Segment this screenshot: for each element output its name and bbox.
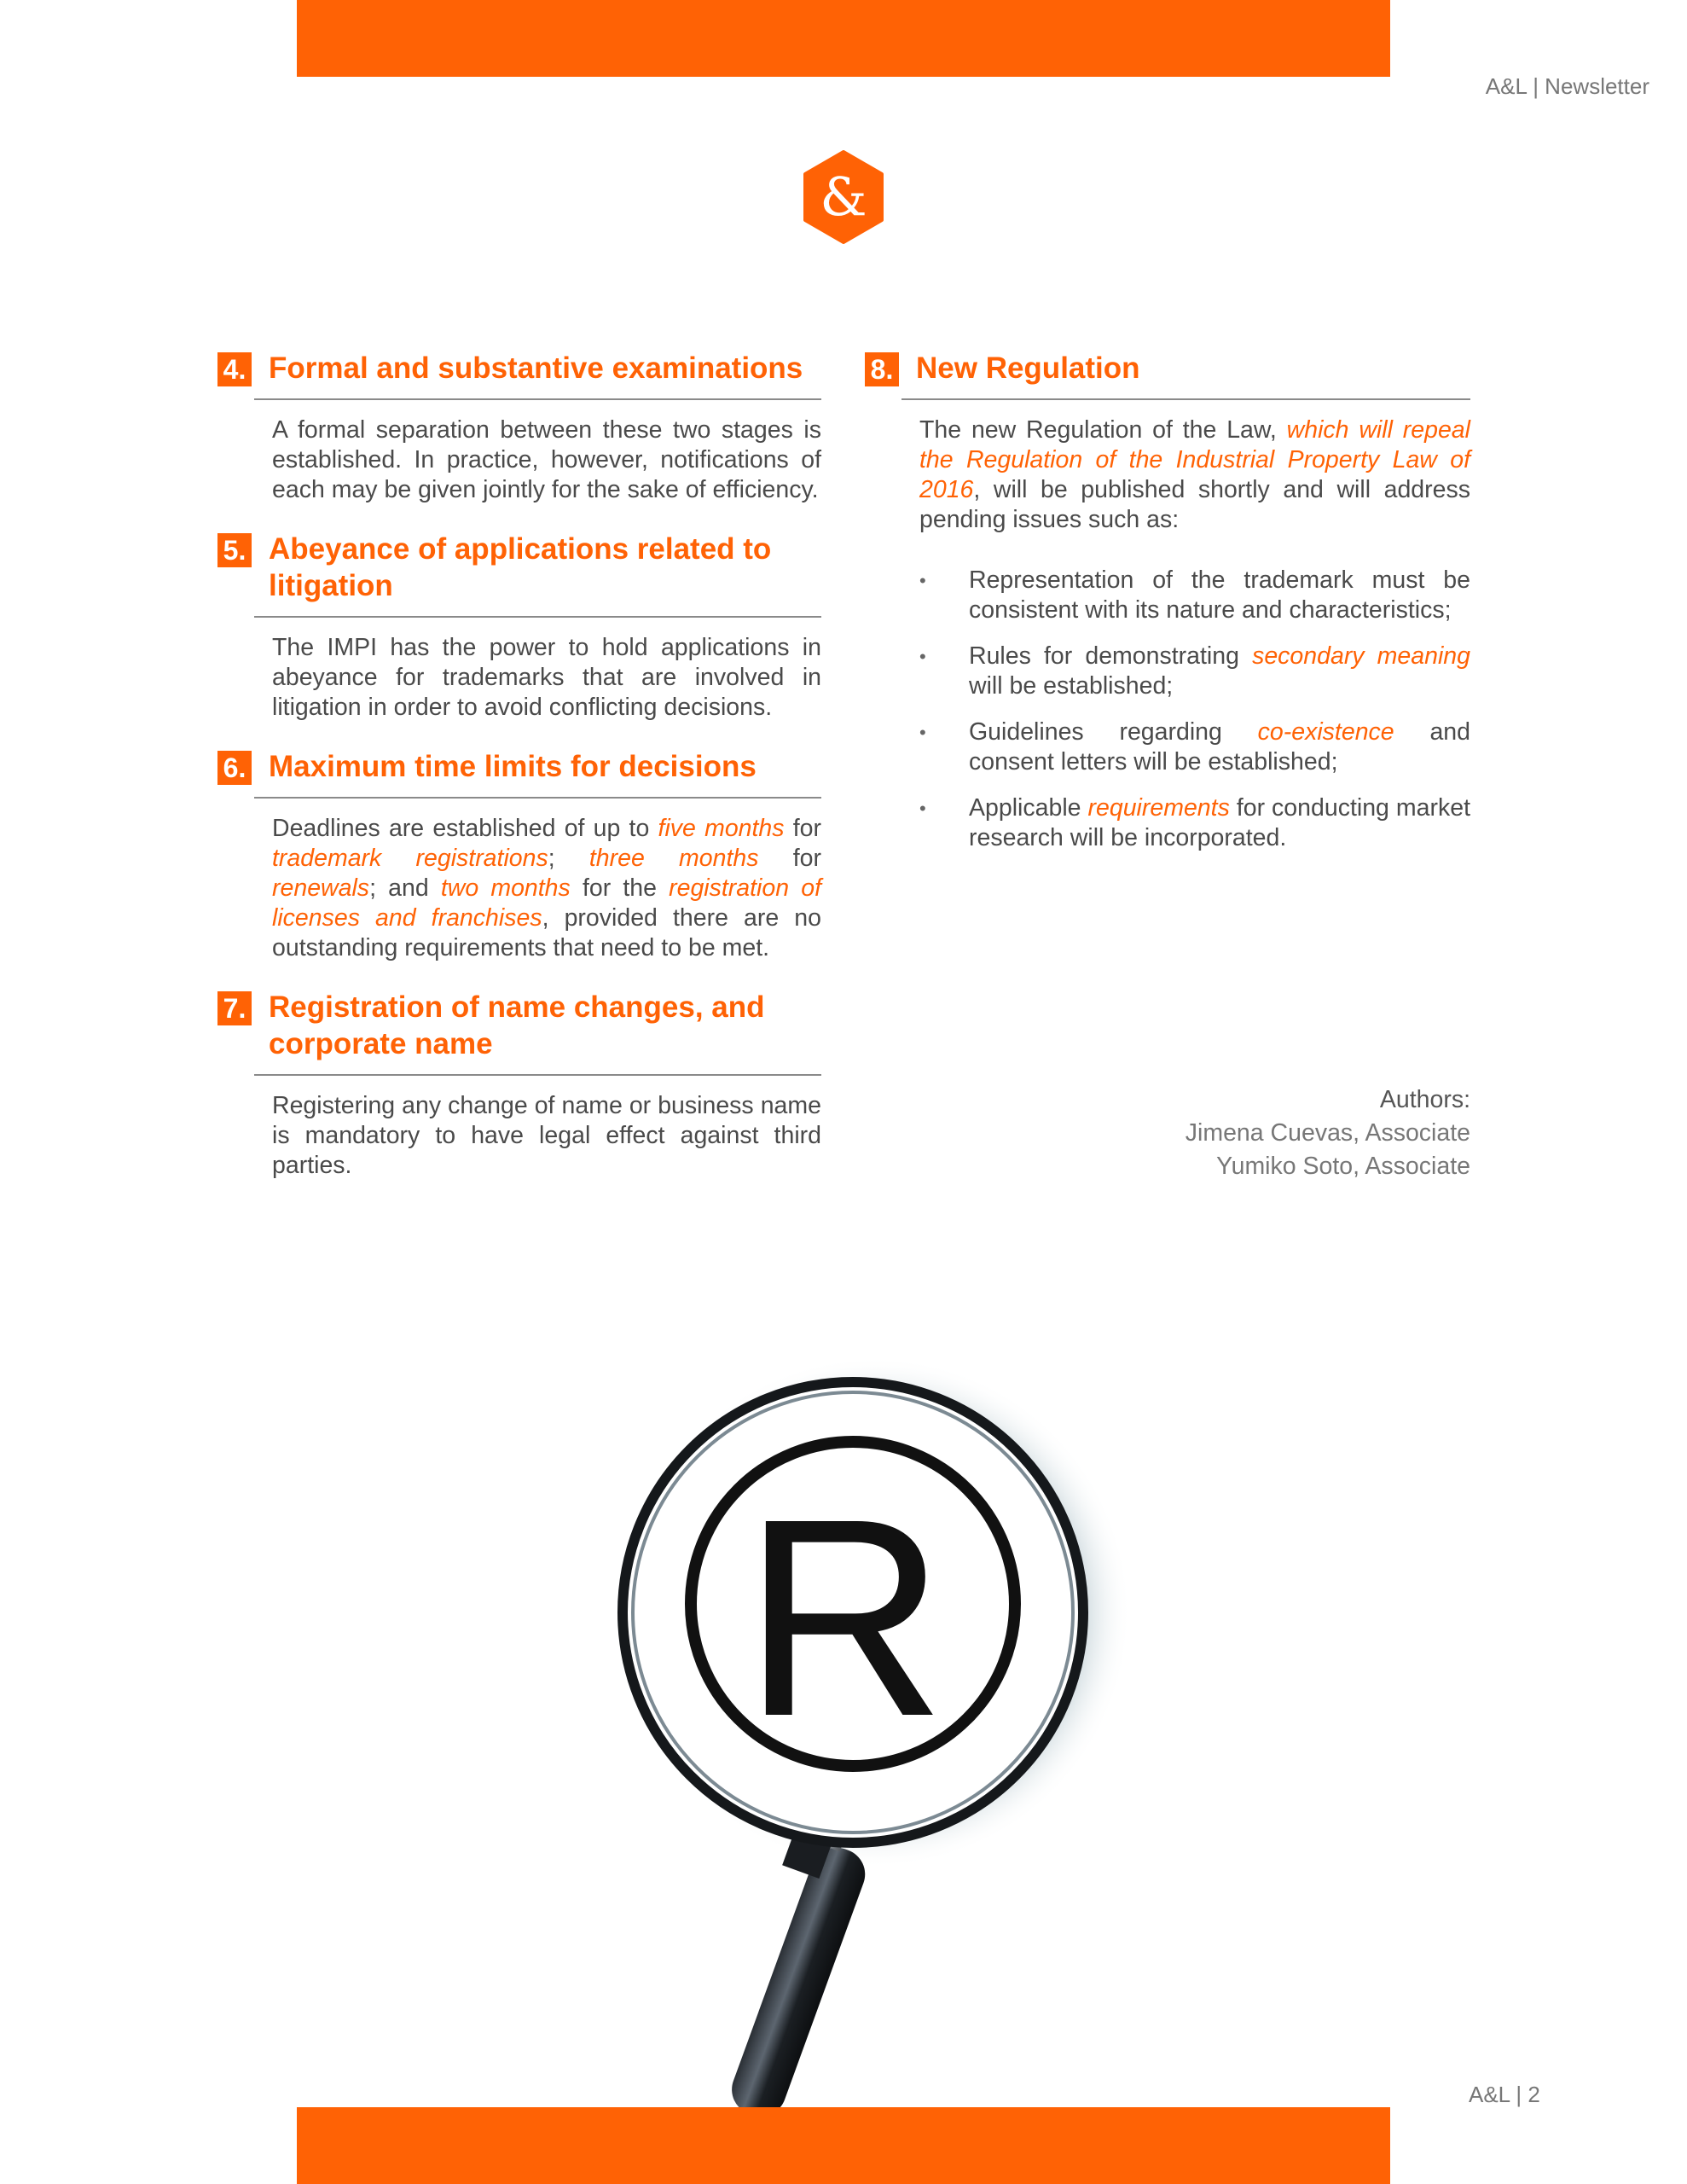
top-orange-bar xyxy=(297,0,1390,77)
logo-glyph: & xyxy=(820,166,867,228)
bullet-dot-icon: • xyxy=(919,570,926,591)
section-5-heading xyxy=(217,531,821,604)
section-7-number: 7. xyxy=(217,991,252,1025)
page-number-footer: A&L | 2 xyxy=(1469,2082,1540,2107)
list-item: • Guidelines regarding co-existence and consent letters will be established; xyxy=(919,718,1470,775)
list-item: • Rules for demonstrating secondary meaning will be established; xyxy=(919,642,1470,700)
section-8-number: 8. xyxy=(865,352,899,386)
section-7 xyxy=(217,989,821,1181)
authors-label: Authors: xyxy=(1379,1086,1470,1113)
ampersand-logo-icon xyxy=(802,150,885,244)
bullet-dot-icon: • xyxy=(919,722,926,743)
section-6-heading xyxy=(217,748,821,785)
section-4-number: 4. xyxy=(217,352,252,386)
section-5-divider xyxy=(254,616,821,618)
bullet-dot-icon: • xyxy=(919,646,926,667)
section-7-heading xyxy=(217,989,821,1062)
section-6-divider xyxy=(254,797,821,799)
author-name: Jimena Cuevas, Associate xyxy=(1185,1119,1470,1147)
section-4 xyxy=(217,350,821,505)
section-5-body: The IMPI has the power to hold applications in abeyance for trademarks that are involved in litigation in order to avoid conflicting decisions. xyxy=(272,634,821,721)
list-item: • Applicable requirements for conducting market research will be incorporated. xyxy=(919,794,1470,851)
newsletter-header: A&L | Newsletter xyxy=(1485,73,1649,99)
section-5 xyxy=(217,531,821,723)
section-4-divider xyxy=(254,398,821,400)
section-8-title: New Regulation xyxy=(916,351,1140,385)
section-4-heading xyxy=(217,350,821,386)
left-column xyxy=(217,350,821,1206)
section-8 xyxy=(865,350,1470,853)
list-item: • Representation of the trademark must be consistent with its nature and characteristics; xyxy=(919,566,1470,624)
section-6-title: Maximum time limits for decisions xyxy=(269,750,757,783)
section-6 xyxy=(217,748,821,963)
section-4-title: Formal and substantive examinations xyxy=(269,351,803,385)
bullet-dot-icon: • xyxy=(919,798,926,819)
section-6-body: Deadlines are established of up to five months for trademark registrations; three months for renewals; and two months for the registration of licenses and franchises, provided there are no outstanding requirements that need to be met. xyxy=(272,815,822,961)
authors-block xyxy=(1186,1083,1470,1183)
right-column xyxy=(865,350,1470,879)
section-5-number: 5. xyxy=(217,533,252,567)
section-8-divider xyxy=(901,398,1470,400)
section-7-divider xyxy=(254,1074,821,1076)
registered-symbol-letter: R xyxy=(742,1460,947,1774)
section-7-body: Registering any change of name or business name is mandatory to have legal effect against third parties. xyxy=(272,1092,821,1179)
section-6-number: 6. xyxy=(217,751,252,785)
section-8-body: The new Regulation of the Law, which will repeal the Regulation of the Industrial Property Law of 2016, will be published shortly and will address pending issues such as: xyxy=(919,416,1470,533)
section-8-heading xyxy=(865,350,1470,386)
author-name: Yumiko Soto, Associate xyxy=(1216,1153,1470,1180)
bottom-orange-bar xyxy=(297,2107,1390,2184)
section-4-body: A formal separation between these two stages is established. In practice, however, notifications of each may be given jointly for the sake of efficiency. xyxy=(272,416,821,503)
magnifier-registered-image xyxy=(588,1356,1134,2107)
regulation-bullet-list xyxy=(919,566,1470,853)
section-5-title: Abeyance of applications related to litigation xyxy=(269,532,772,602)
section-7-title: Registration of name changes, and corporate name xyxy=(269,990,765,1060)
